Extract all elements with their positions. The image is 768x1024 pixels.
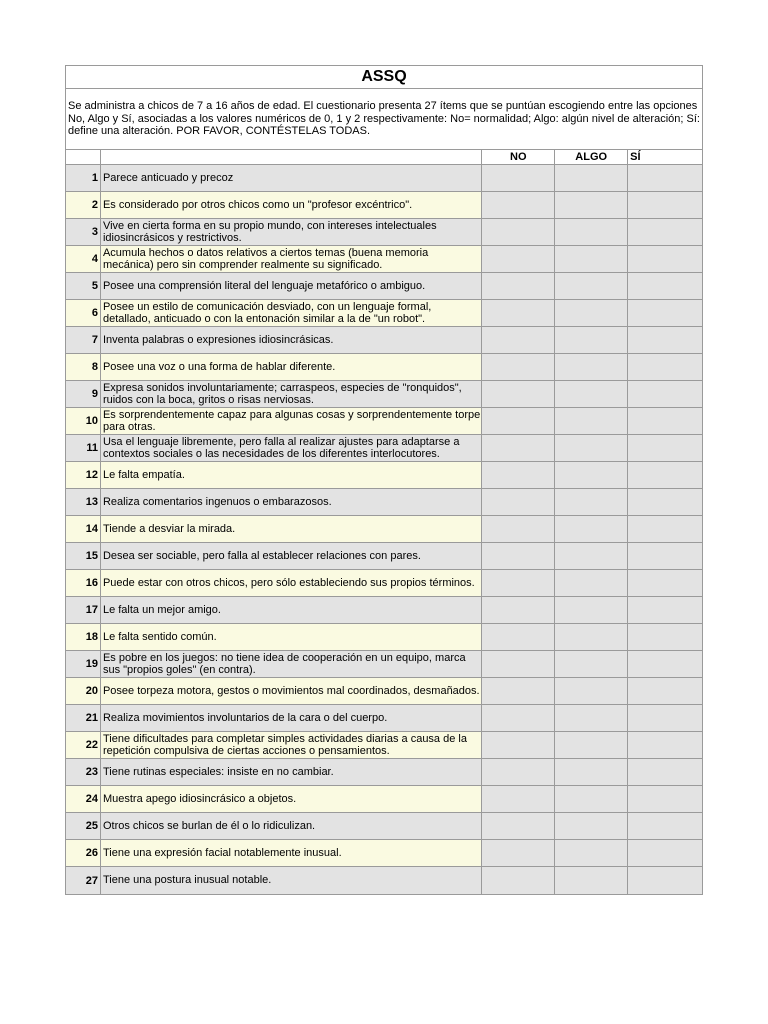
item-number: 12: [66, 462, 101, 488]
answer-algo-cell[interactable]: [555, 786, 628, 812]
item-text: Desea ser sociable, pero falla al establecer relaciones con pares.: [101, 543, 482, 569]
answer-algo-cell[interactable]: [555, 705, 628, 731]
item-text: Tiene rutinas especiales: insiste en no cambiar.: [101, 759, 482, 785]
answer-si-cell[interactable]: [628, 732, 702, 758]
item-row: [66, 597, 702, 624]
item-number: 13: [66, 489, 101, 515]
answer-no-cell[interactable]: [482, 165, 555, 191]
item-row: [66, 705, 702, 732]
column-header-row: [66, 150, 702, 165]
answer-no-cell[interactable]: [482, 273, 555, 299]
item-text: Tiene una expresión facial notablemente inusual.: [101, 840, 482, 866]
answer-si-cell[interactable]: [628, 354, 702, 380]
answer-algo-cell[interactable]: [555, 192, 628, 218]
header-algo: ALGO: [555, 150, 628, 164]
header-no: NO: [482, 150, 555, 164]
item-number: 11: [66, 435, 101, 461]
item-text: Posee un estilo de comunicación desviado, con un lenguaje formal, detallado, anticuado o con la entonación similar a la de "un robot".: [101, 300, 482, 326]
answer-no-cell[interactable]: [482, 489, 555, 515]
item-text: Le falta empatía.: [101, 462, 482, 488]
item-number: 2: [66, 192, 101, 218]
answer-si-cell[interactable]: [628, 516, 702, 542]
answer-algo-cell[interactable]: [555, 165, 628, 191]
item-number: 1: [66, 165, 101, 191]
answer-no-cell[interactable]: [482, 786, 555, 812]
item-row: [66, 678, 702, 705]
item-text: Posee una comprensión literal del lenguaje metafórico o ambiguo.: [101, 273, 482, 299]
item-row: [66, 813, 702, 840]
answer-algo-cell[interactable]: [555, 759, 628, 785]
answer-si-cell[interactable]: [628, 192, 702, 218]
answer-algo-cell[interactable]: [555, 462, 628, 488]
answer-algo-cell[interactable]: [555, 570, 628, 596]
item-text: Parece anticuado y precoz: [101, 165, 482, 191]
answer-si-cell[interactable]: [628, 273, 702, 299]
item-number: 17: [66, 597, 101, 623]
answer-algo-cell[interactable]: [555, 354, 628, 380]
answer-no-cell[interactable]: [482, 354, 555, 380]
item-number: 10: [66, 408, 101, 434]
answer-no-cell[interactable]: [482, 759, 555, 785]
item-text: Expresa sonidos involuntariamente; carraspeos, especies de "ronquidos", ruidos con la boca, gritos o risas nerviosas.: [101, 381, 482, 407]
answer-si-cell[interactable]: [628, 435, 702, 461]
answer-si-cell[interactable]: [628, 165, 702, 191]
answer-algo-cell[interactable]: [555, 219, 628, 245]
answer-si-cell[interactable]: [628, 813, 702, 839]
answer-no-cell[interactable]: [482, 300, 555, 326]
header-si: SÍ: [630, 151, 641, 163]
item-text: Tiene una postura inusual notable.: [101, 867, 482, 894]
item-list: [66, 165, 702, 894]
answer-no-cell[interactable]: [482, 732, 555, 758]
item-row: [66, 435, 702, 462]
answer-si-cell[interactable]: [628, 327, 702, 353]
answer-no-cell[interactable]: [482, 867, 555, 894]
answer-no-cell[interactable]: [482, 813, 555, 839]
answer-si-cell[interactable]: [628, 840, 702, 866]
questionnaire-table: [65, 65, 703, 895]
item-row: [66, 732, 702, 759]
answer-no-cell[interactable]: [482, 192, 555, 218]
answer-algo-cell[interactable]: [555, 516, 628, 542]
item-number: 23: [66, 759, 101, 785]
answer-algo-cell[interactable]: [555, 732, 628, 758]
item-row: [66, 516, 702, 543]
item-text: Muestra apego idiosincrásico a objetos.: [101, 786, 482, 812]
item-number: 18: [66, 624, 101, 650]
item-row: [66, 651, 702, 678]
answer-no-cell[interactable]: [482, 246, 555, 272]
item-row: [66, 570, 702, 597]
answer-algo-cell[interactable]: [555, 597, 628, 623]
answer-algo-cell[interactable]: [555, 246, 628, 272]
answer-si-cell[interactable]: [628, 786, 702, 812]
item-text: Es considerado por otros chicos como un "profesor excéntrico".: [101, 192, 482, 218]
answer-si-cell[interactable]: [628, 246, 702, 272]
item-text: Le falta sentido común.: [101, 624, 482, 650]
answer-no-cell[interactable]: [482, 678, 555, 704]
item-number: 24: [66, 786, 101, 812]
item-text: Posee torpeza motora, gestos o movimientos mal coordinados, desmañados.: [101, 678, 482, 704]
item-text: Usa el lenguaje libremente, pero falla al realizar ajustes para adaptarse a contextos sociales o las necesidades de los diferentes interlocutores.: [101, 435, 482, 461]
answer-no-cell[interactable]: [482, 543, 555, 569]
item-row: [66, 273, 702, 300]
answer-algo-cell[interactable]: [555, 435, 628, 461]
item-row: [66, 462, 702, 489]
item-row: [66, 192, 702, 219]
item-row: [66, 327, 702, 354]
item-text: Tiene dificultades para completar simples actividades diarias a causa de la repetición compulsiva de ciertas acciones o pensamientos.: [101, 732, 482, 758]
item-row: [66, 408, 702, 435]
item-number: 26: [66, 840, 101, 866]
answer-si-cell[interactable]: [628, 543, 702, 569]
item-row: [66, 543, 702, 570]
item-number: 27: [66, 867, 101, 894]
answer-no-cell[interactable]: [482, 516, 555, 542]
answer-no-cell[interactable]: [482, 651, 555, 677]
answer-si-cell[interactable]: [628, 408, 702, 434]
form-title: ASSQ: [66, 66, 702, 89]
item-text: Es sorprendentemente capaz para algunas cosas y sorprendentemente torpe para otras.: [101, 408, 482, 434]
item-row: [66, 624, 702, 651]
item-row: [66, 381, 702, 408]
answer-si-cell[interactable]: [628, 651, 702, 677]
answer-si-cell[interactable]: [628, 300, 702, 326]
answer-no-cell[interactable]: [482, 408, 555, 434]
answer-si-cell[interactable]: [628, 570, 702, 596]
item-row: [66, 840, 702, 867]
answer-algo-cell[interactable]: [555, 840, 628, 866]
item-number: 25: [66, 813, 101, 839]
item-text: Realiza movimientos involuntarios de la cara o del cuerpo.: [101, 705, 482, 731]
item-number: 3: [66, 219, 101, 245]
item-number: 16: [66, 570, 101, 596]
answer-no-cell[interactable]: [482, 570, 555, 596]
item-row: [66, 759, 702, 786]
item-row: [66, 489, 702, 516]
answer-no-cell[interactable]: [482, 597, 555, 623]
answer-algo-cell[interactable]: [555, 408, 628, 434]
answer-algo-cell[interactable]: [555, 273, 628, 299]
instructions-text: Se administra a chicos de 7 a 16 años de edad. El cuestionario presenta 27 ítems que se puntúan escogiendo entre las opciones No, Algo y Sí, asociadas a los valores numéricos de 0, 1 y 2 respectivamente: No= normalidad; Algo: algún nivel de alteración; Sí: define una alteración. POR FAVOR, CONTÉSTELAS TODAS.: [66, 89, 702, 150]
answer-algo-cell[interactable]: [555, 489, 628, 515]
answer-no-cell[interactable]: [482, 462, 555, 488]
item-number: 19: [66, 651, 101, 677]
item-number: 6: [66, 300, 101, 326]
answer-si-cell[interactable]: [628, 489, 702, 515]
answer-no-cell[interactable]: [482, 840, 555, 866]
item-number: 7: [66, 327, 101, 353]
item-number: 5: [66, 273, 101, 299]
item-text: Inventa palabras o expresiones idiosincrásicas.: [101, 327, 482, 353]
answer-si-cell[interactable]: [628, 597, 702, 623]
answer-algo-cell[interactable]: [555, 381, 628, 407]
item-row: [66, 786, 702, 813]
item-row: [66, 300, 702, 327]
item-row: [66, 867, 702, 894]
answer-no-cell[interactable]: [482, 435, 555, 461]
item-number: 20: [66, 678, 101, 704]
item-row: [66, 354, 702, 381]
item-row: [66, 219, 702, 246]
item-text: Vive en cierta forma en su propio mundo, con intereses intelectuales idiosincrásicos y restrictivos.: [101, 219, 482, 245]
item-text: Realiza comentarios ingenuos o embarazosos.: [101, 489, 482, 515]
item-number: 14: [66, 516, 101, 542]
answer-si-cell[interactable]: [628, 678, 702, 704]
answer-no-cell[interactable]: [482, 705, 555, 731]
answer-si-cell[interactable]: [628, 219, 702, 245]
answer-algo-cell[interactable]: [555, 327, 628, 353]
item-row: [66, 165, 702, 192]
item-number: 15: [66, 543, 101, 569]
item-number: 8: [66, 354, 101, 380]
answer-algo-cell[interactable]: [555, 651, 628, 677]
answer-algo-cell[interactable]: [555, 813, 628, 839]
answer-si-cell[interactable]: [628, 867, 702, 894]
answer-si-cell[interactable]: [628, 381, 702, 407]
answer-no-cell[interactable]: [482, 381, 555, 407]
item-text: Posee una voz o una forma de hablar diferente.: [101, 354, 482, 380]
item-text: Puede estar con otros chicos, pero sólo estableciendo sus propios términos.: [101, 570, 482, 596]
item-text: Es pobre en los juegos: no tiene idea de cooperación en un equipo, marca sus "propios goles" (en contra).: [101, 651, 482, 677]
item-text: Acumula hechos o datos relativos a ciertos temas (buena memoria mecánica) pero sin comprender realmente su significado.: [101, 246, 482, 272]
answer-si-cell[interactable]: [628, 624, 702, 650]
answer-algo-cell[interactable]: [555, 678, 628, 704]
item-number: 22: [66, 732, 101, 758]
header-blank-item: [101, 150, 482, 164]
answer-no-cell[interactable]: [482, 624, 555, 650]
item-row: [66, 246, 702, 273]
answer-si-cell[interactable]: [628, 462, 702, 488]
item-text: Tiende a desviar la mirada.: [101, 516, 482, 542]
answer-algo-cell[interactable]: [555, 543, 628, 569]
item-number: 4: [66, 246, 101, 272]
item-text: Otros chicos se burlan de él o lo ridiculizan.: [101, 813, 482, 839]
answer-si-cell[interactable]: [628, 759, 702, 785]
item-number: 9: [66, 381, 101, 407]
answer-si-cell[interactable]: [628, 705, 702, 731]
answer-no-cell[interactable]: [482, 219, 555, 245]
answer-algo-cell[interactable]: [555, 867, 628, 894]
answer-algo-cell[interactable]: [555, 300, 628, 326]
item-text: Le falta un mejor amigo.: [101, 597, 482, 623]
answer-no-cell[interactable]: [482, 327, 555, 353]
item-number: 21: [66, 705, 101, 731]
header-blank-number: [66, 150, 101, 164]
answer-algo-cell[interactable]: [555, 624, 628, 650]
